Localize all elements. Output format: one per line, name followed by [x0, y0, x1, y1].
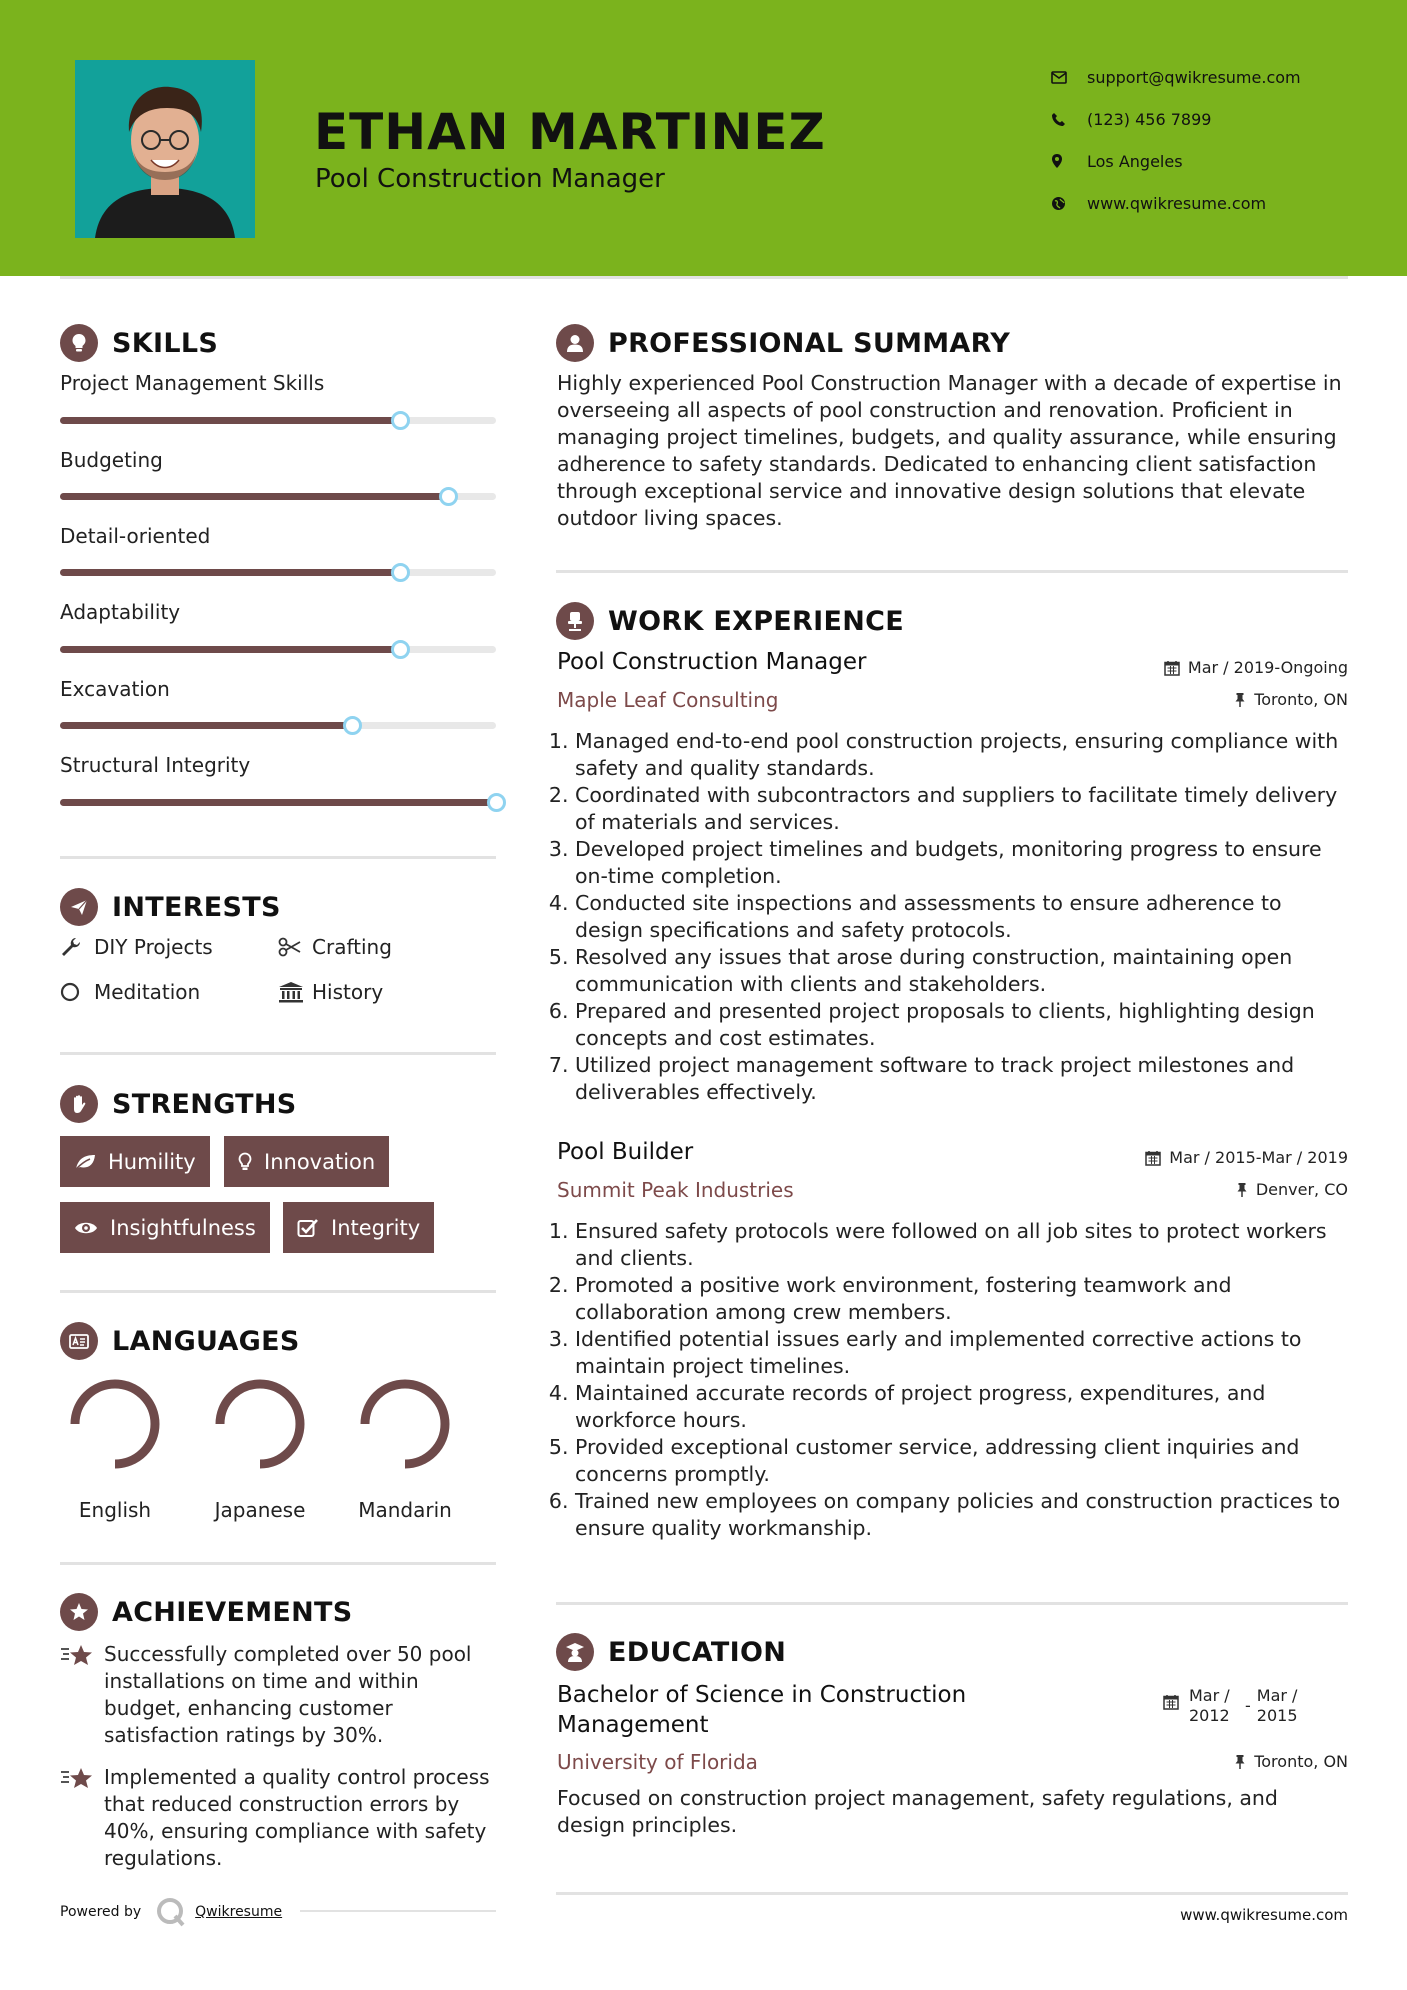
- skill-bar: [60, 569, 496, 576]
- interest-item: [278, 980, 383, 1004]
- skill-name: Budgeting: [60, 448, 163, 472]
- calendar-icon: [1145, 1150, 1161, 1166]
- pushpin-icon: [1234, 1754, 1246, 1770]
- section-divider: [60, 1290, 496, 1293]
- job-duties: [556, 1218, 1348, 1542]
- pushpin-icon: [1236, 1182, 1248, 1198]
- summary-text: Highly experienced Pool Construction Manager with a decade of expertise in overseeing all aspects of pool construction and renovation. Proficient in managing project timelines, budgets, and quality assurance, while ensuring adherence to safety standards. Dedicated to enhancing client satisfaction through exceptional service and innovative design solutions that elevate outdoor living spaces.: [557, 371, 1342, 530]
- interest-label: Crafting: [312, 935, 392, 959]
- language-ring-arc: [365, 1384, 445, 1464]
- leaf-icon: [74, 1153, 96, 1171]
- skill-bar-knob: [487, 793, 506, 812]
- duty-item: 5. Provided exceptional customer service, addressing client inquiries and concerns promptly.: [575, 1434, 1348, 1488]
- language-ring: [212, 1376, 308, 1472]
- skill-bar: [60, 799, 496, 806]
- interest-item: [60, 935, 213, 959]
- strength-label: Insightfulness: [110, 1215, 256, 1240]
- calendar-icon: [1163, 1694, 1179, 1710]
- calendar-icon: [1164, 660, 1180, 676]
- achievement-text: Implemented a quality control process that reduced construction errors by 40%, ensuring compliance with safety regulations.: [104, 1765, 490, 1870]
- education-location: [1234, 1752, 1348, 1771]
- globe-icon: [1051, 196, 1087, 211]
- language-ring-arc: [75, 1384, 155, 1464]
- scissors-icon: [278, 937, 312, 957]
- strength-label: Integrity: [331, 1215, 421, 1240]
- section-divider: [60, 1562, 496, 1565]
- lightbulb-icon: [238, 1152, 252, 1172]
- education-degree: Bachelor of Science in Construction Management: [557, 1682, 967, 1738]
- strength-label: Humility: [108, 1149, 196, 1174]
- language-item: [340, 1376, 470, 1522]
- skill-bar-fill: [60, 493, 448, 500]
- language-ring: [357, 1376, 453, 1472]
- job-dates-text: Mar / 2015-Mar / 2019: [1169, 1148, 1348, 1167]
- education-location-text: Toronto, ON: [1254, 1752, 1348, 1771]
- language-ring-arc: [220, 1384, 300, 1464]
- summary-title: PROFESSIONAL SUMMARY: [608, 327, 1011, 359]
- duty-item: 1. Managed end-to-end pool construction projects, ensuring compliance with safety and quality standards.: [575, 728, 1348, 782]
- interests-heading: [60, 888, 281, 926]
- skill-bar: [60, 646, 496, 653]
- eye-icon: [74, 1220, 98, 1236]
- strength-tag: [60, 1202, 270, 1253]
- skill-bar-knob: [391, 563, 410, 582]
- header-divider: [60, 276, 1348, 279]
- skills-heading: [60, 324, 218, 362]
- job-location-text: Toronto, ON: [1254, 690, 1348, 709]
- achievement-item: [60, 1764, 500, 1872]
- job-dates: [1164, 658, 1348, 677]
- achievements-heading: [60, 1593, 353, 1631]
- date-separator: -: [1245, 1696, 1251, 1715]
- wrench-icon: [60, 936, 94, 958]
- qwikresume-logo-icon: [155, 1896, 187, 1928]
- strength-label: Innovation: [264, 1149, 376, 1174]
- duty-item: 1. Ensured safety protocols were followed on all job sites to protect workers and clients.: [575, 1218, 1348, 1272]
- qwikresume-link[interactable]: Qwikresume: [195, 1904, 283, 1920]
- footer-powered-by: [60, 1896, 282, 1928]
- phone-icon: [1051, 112, 1087, 127]
- job-location: [1234, 690, 1348, 709]
- contact-email-text: support@qwikresume.com: [1087, 67, 1301, 87]
- languages-title: LANGUAGES: [112, 1325, 300, 1357]
- paper-plane-icon: [60, 888, 98, 926]
- section-divider: [556, 570, 1348, 573]
- map-pin-icon: [1051, 153, 1087, 169]
- section-divider: [556, 1602, 1348, 1605]
- duty-item: 5. Resolved any issues that arose during construction, maintaining open communication with clients and stakeholders.: [575, 944, 1348, 998]
- languages-heading: [60, 1322, 300, 1360]
- job-dates-text: Mar / 2019-Ongoing: [1187, 658, 1348, 677]
- duty-item: 7. Utilized project management software to track project milestones and deliverables effectively.: [575, 1052, 1348, 1106]
- check-square-icon: [297, 1218, 319, 1238]
- interest-item: [278, 935, 392, 959]
- skill-bar-fill: [60, 799, 496, 806]
- candidate-role: Pool Construction Manager: [315, 164, 665, 194]
- duty-item: 4. Maintained accurate records of project progress, expenditures, and workforce hours.: [575, 1380, 1348, 1434]
- strengths-title: STRENGTHS: [112, 1088, 297, 1120]
- skill-bar-knob: [343, 716, 362, 735]
- experience-heading: [556, 602, 904, 640]
- section-divider: [60, 1052, 496, 1055]
- profile-photo: [75, 60, 255, 238]
- section-divider: [556, 1892, 1348, 1895]
- office-chair-icon: [556, 602, 594, 640]
- powered-by-text: Powered by: [60, 1904, 142, 1920]
- language-item: [50, 1376, 180, 1522]
- interest-label: History: [312, 980, 384, 1004]
- interest-label: DIY Projects: [94, 935, 213, 959]
- language-label: English: [78, 1498, 152, 1522]
- skill-bar-fill: [60, 417, 400, 424]
- job-title: Pool Construction Manager: [557, 649, 867, 675]
- contact-list: [1051, 56, 1301, 224]
- star-list-icon: [60, 1764, 104, 1872]
- interest-label: Meditation: [94, 980, 201, 1004]
- resume-header: [0, 0, 1407, 276]
- summary-heading: [556, 324, 1010, 362]
- strength-tag: [224, 1136, 389, 1187]
- contact-email[interactable]: [1051, 56, 1301, 98]
- duty-item: 3. Developed project timelines and budgets, monitoring progress to ensure on-time completion.: [575, 836, 1348, 890]
- hand-icon: [60, 1085, 98, 1123]
- job-title: Pool Builder: [557, 1139, 694, 1165]
- strength-tag: [283, 1202, 434, 1253]
- skills-title: SKILLS: [112, 327, 219, 359]
- skill-name: Structural Integrity: [60, 753, 251, 777]
- experience-title: WORK EXPERIENCE: [608, 605, 904, 637]
- section-divider: [60, 856, 496, 859]
- skill-name: Adaptability: [60, 600, 181, 624]
- footer-divider: [300, 1910, 496, 1912]
- duty-item: 6. Prepared and presented project proposals to clients, highlighting design concepts and cost estimates.: [575, 998, 1348, 1052]
- achievement-text: Successfully completed over 50 pool installations on time and within budget, enhancing customer satisfaction ratings by 30%.: [104, 1642, 472, 1747]
- skill-bar: [60, 493, 496, 500]
- job-duties: [556, 728, 1348, 1106]
- contact-location-text: Los Angeles: [1087, 151, 1183, 171]
- star-badge-icon: [60, 1593, 98, 1631]
- interest-item: [60, 980, 200, 1004]
- skill-name: Excavation: [60, 677, 170, 701]
- skill-bar: [60, 722, 496, 729]
- duty-item: 2. Promoted a positive work environment, fostering teamwork and collaboration among crew members.: [575, 1272, 1348, 1326]
- education-dates: [1163, 1686, 1307, 1726]
- skill-name: Project Management Skills: [60, 371, 325, 395]
- contact-phone-text: (123) 456 7899: [1087, 109, 1212, 129]
- education-school: University of Florida: [557, 1750, 758, 1774]
- duty-item: 2. Coordinated with subcontractors and suppliers to facilitate timely delivery of materials and services.: [575, 782, 1348, 836]
- strength-tag: [60, 1136, 210, 1187]
- contact-location: [1051, 140, 1301, 182]
- contact-website-text: www.qwikresume.com: [1087, 193, 1267, 213]
- education-end: Mar / 2015: [1256, 1686, 1298, 1725]
- contact-website[interactable]: [1051, 182, 1301, 224]
- language-label: Mandarin: [358, 1498, 452, 1522]
- language-item: [195, 1376, 325, 1522]
- education-title: EDUCATION: [608, 1636, 787, 1668]
- duty-item: 4. Conducted site inspections and assessments to ensure adherence to design specifications and safety protocols.: [575, 890, 1348, 944]
- duty-item: 3. Identified potential issues early and implemented corrective actions to maintain project timelines.: [575, 1326, 1348, 1380]
- job-dates: [1145, 1148, 1348, 1167]
- pushpin-icon: [1234, 692, 1246, 708]
- language-ring: [67, 1376, 163, 1472]
- job-location: [1236, 1180, 1348, 1199]
- star-list-icon: [60, 1641, 104, 1749]
- skill-bar-knob: [391, 411, 410, 430]
- bank-icon: [278, 981, 312, 1003]
- contact-phone[interactable]: [1051, 98, 1301, 140]
- id-card-icon: [60, 1322, 98, 1360]
- skill-bar-knob: [439, 487, 458, 506]
- lightbulb-icon: [60, 324, 98, 362]
- envelope-icon: [1051, 71, 1087, 84]
- interests-title: INTERESTS: [112, 891, 281, 923]
- circle-icon: [60, 981, 94, 1003]
- job-company: Maple Leaf Consulting: [557, 688, 779, 712]
- language-label: Japanese: [214, 1498, 306, 1522]
- strengths-heading: [60, 1085, 297, 1123]
- skill-bar-fill: [60, 646, 400, 653]
- job-company: Summit Peak Industries: [557, 1178, 794, 1202]
- duty-item: 6. Trained new employees on company policies and construction practices to ensure quality workmanship.: [575, 1488, 1348, 1542]
- achievements-title: ACHIEVEMENTS: [112, 1596, 353, 1628]
- achievement-item: [60, 1641, 500, 1749]
- education-description: Focused on construction project management, safety regulations, and design principles.: [557, 1786, 1278, 1837]
- skill-bar-fill: [60, 722, 352, 729]
- footer-url[interactable]: www.qwikresume.com: [1180, 1906, 1348, 1924]
- skill-bar-fill: [60, 569, 400, 576]
- skill-bar: [60, 417, 496, 424]
- education-heading: [556, 1633, 786, 1671]
- skill-name: Detail-oriented: [60, 524, 211, 548]
- job-location-text: Denver, CO: [1255, 1180, 1348, 1199]
- user-icon: [556, 324, 594, 362]
- skill-bar-knob: [391, 640, 410, 659]
- graduate-icon: [556, 1633, 594, 1671]
- candidate-name: ETHAN MARTINEZ: [314, 103, 826, 161]
- education-start: Mar / 2012: [1189, 1686, 1230, 1725]
